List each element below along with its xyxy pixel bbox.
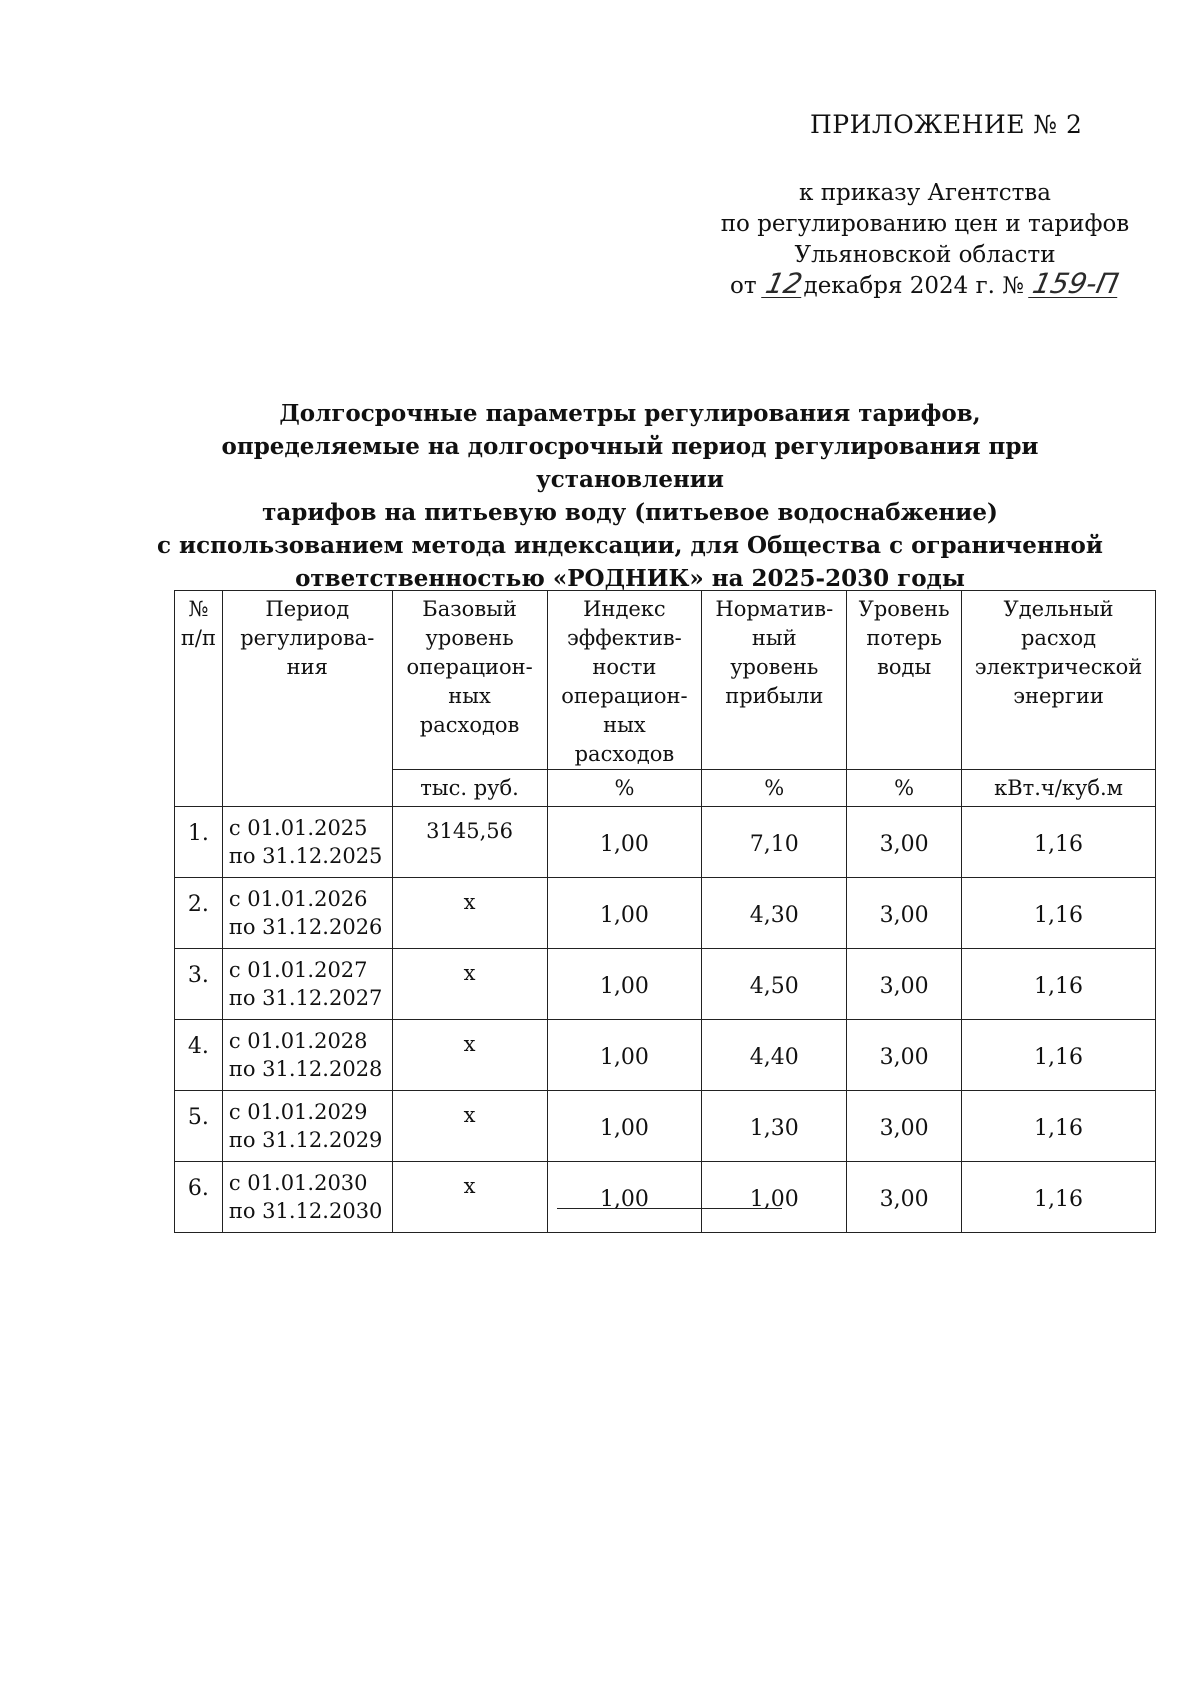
order-reference: [700, 178, 1150, 302]
period-from: с 01.01.2028: [228, 1029, 368, 1053]
row-number: 5.: [175, 1091, 223, 1162]
row-energy-consumption: 1,16: [962, 949, 1156, 1020]
period-from: с 01.01.2026: [228, 887, 368, 911]
row-efficiency-index: 1,00: [547, 878, 702, 949]
period-from: с 01.01.2030: [228, 1171, 368, 1195]
row-period: [222, 807, 392, 878]
period-to: по 31.12.2026: [228, 915, 383, 939]
unit-profit-level: %: [702, 770, 847, 807]
row-energy-consumption: 1,16: [962, 878, 1156, 949]
title-line: тарифов на питьевую воду (питьевое водоснабжение): [262, 499, 998, 526]
col-header-base-opex: Базовый уровень операцион-ных расходов: [392, 591, 547, 770]
table-row: [175, 1091, 1156, 1162]
period-to: по 31.12.2025: [228, 844, 383, 868]
parameters-table: [174, 590, 1156, 1233]
row-period: [222, 878, 392, 949]
row-number: 2.: [175, 878, 223, 949]
col-header-number: № п/п: [175, 591, 223, 807]
col-header-period: Период регулирова-ния: [222, 591, 392, 807]
row-energy-consumption: 1,16: [962, 807, 1156, 878]
order-line-2: по регулированию цен и тарифов: [720, 211, 1130, 237]
row-base-opex: х: [392, 1020, 547, 1091]
row-energy-consumption: 1,16: [962, 1091, 1156, 1162]
row-water-losses: 3,00: [847, 807, 962, 878]
order-date-middle: декабря 2024 г. №: [803, 273, 1032, 299]
handwritten-day: 12: [762, 267, 806, 300]
row-base-opex: 3145,56: [392, 807, 547, 878]
row-water-losses: 3,00: [847, 1020, 962, 1091]
row-profit-level: 4,30: [702, 878, 847, 949]
row-efficiency-index: 1,00: [547, 1020, 702, 1091]
row-water-losses: 3,00: [847, 1091, 962, 1162]
row-efficiency-index: 1,00: [547, 1091, 702, 1162]
col-header-efficiency-index: Индекс эффектив-ности операцион-ных расходов: [547, 591, 702, 770]
appendix-heading: ПРИЛОЖЕНИЕ № 2: [810, 110, 1083, 139]
row-base-opex: х: [392, 949, 547, 1020]
row-period: [222, 1162, 392, 1233]
row-number: 6.: [175, 1162, 223, 1233]
col-header-energy-consumption: Удельный расход электрической энергии: [962, 591, 1156, 770]
row-energy-consumption: 1,16: [962, 1020, 1156, 1091]
period-from: с 01.01.2029: [228, 1100, 368, 1124]
row-profit-level: 7,10: [702, 807, 847, 878]
table-row: [175, 878, 1156, 949]
row-profit-level: 4,40: [702, 1020, 847, 1091]
title-line: определяемые на долгосрочный период регулирования при установлении: [221, 433, 1039, 493]
unit-base-opex: тыс. руб.: [392, 770, 547, 807]
table-row: [175, 1162, 1156, 1233]
order-date-prefix: от: [730, 273, 764, 299]
unit-water-losses: %: [847, 770, 962, 807]
table-row: [175, 1020, 1156, 1091]
row-water-losses: 3,00: [847, 878, 962, 949]
row-base-opex: х: [392, 1162, 547, 1233]
row-period: [222, 1020, 392, 1091]
title-line: ответственностью «РОДНИК» на 2025-2030 годы: [295, 565, 965, 592]
unit-efficiency-index: %: [547, 770, 702, 807]
row-number: 3.: [175, 949, 223, 1020]
order-line-3: Ульяновской области: [794, 242, 1056, 268]
unit-energy-consumption: кВт.ч/куб.м: [962, 770, 1156, 807]
order-date-line: [700, 267, 1150, 302]
closing-rule: [557, 1208, 782, 1209]
row-number: 1.: [175, 807, 223, 878]
table-row: [175, 949, 1156, 1020]
period-to: по 31.12.2027: [228, 986, 383, 1010]
row-efficiency-index: 1,00: [547, 807, 702, 878]
handwritten-order-number: 159-П: [1030, 267, 1122, 300]
table-row: [175, 807, 1156, 878]
period-to: по 31.12.2030: [228, 1199, 383, 1223]
document-title: [150, 397, 1110, 595]
period-from: с 01.01.2027: [228, 958, 368, 982]
col-header-water-losses: Уровень потерь воды: [847, 591, 962, 770]
order-line-1: к приказу Агентства: [799, 180, 1051, 206]
col-header-profit-level: Норматив-ный уровень прибыли: [702, 591, 847, 770]
title-line: с использованием метода индексации, для Общества с ограниченной: [157, 532, 1103, 559]
row-water-losses: 3,00: [847, 1162, 962, 1233]
row-water-losses: 3,00: [847, 949, 962, 1020]
row-number: 4.: [175, 1020, 223, 1091]
row-base-opex: х: [392, 1091, 547, 1162]
row-efficiency-index: 1,00: [547, 1162, 702, 1233]
row-profit-level: 4,50: [702, 949, 847, 1020]
title-line: Долгосрочные параметры регулирования тарифов,: [279, 400, 981, 427]
period-to: по 31.12.2028: [228, 1057, 383, 1081]
row-profit-level: 1,30: [702, 1091, 847, 1162]
row-efficiency-index: 1,00: [547, 949, 702, 1020]
row-period: [222, 1091, 392, 1162]
period-from: с 01.01.2025: [228, 816, 368, 840]
table-header-row: [175, 591, 1156, 770]
row-base-opex: х: [392, 878, 547, 949]
row-profit-level: 1,00: [702, 1162, 847, 1233]
row-energy-consumption: 1,16: [962, 1162, 1156, 1233]
period-to: по 31.12.2029: [228, 1128, 383, 1152]
row-period: [222, 949, 392, 1020]
